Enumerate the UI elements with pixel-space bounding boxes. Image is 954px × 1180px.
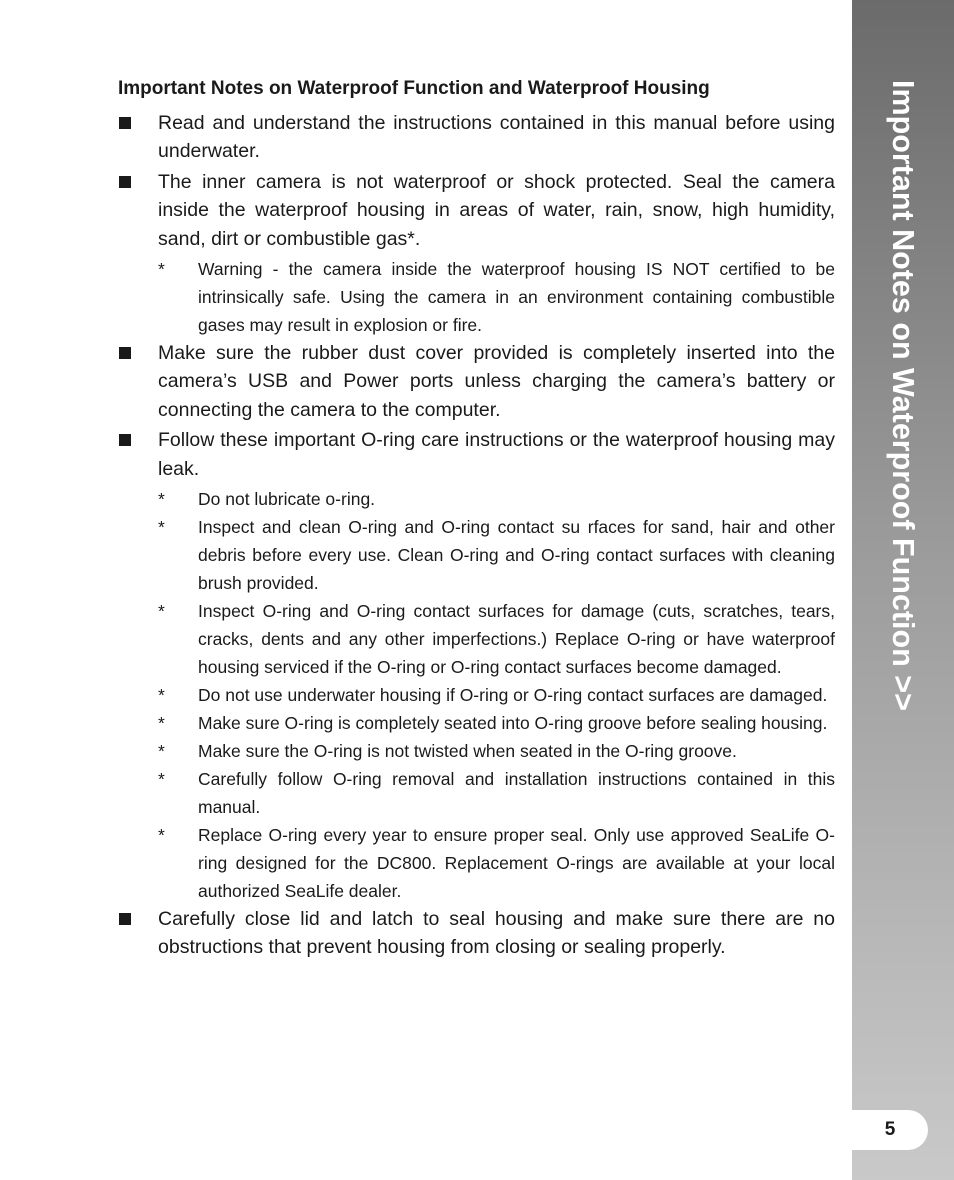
asterisk-marker: * [158,825,165,846]
asterisk-marker: * [158,517,165,538]
sub-note-item [118,765,835,821]
bullet-item [118,426,835,483]
asterisk-marker: * [158,259,165,280]
bullet-item [118,109,835,166]
section-heading: Important Notes on Waterproof Function and Waterproof Housing [118,78,710,99]
asterisk-marker: * [158,713,165,734]
asterisk-marker: * [158,601,165,622]
bullet-item [118,905,835,962]
square-bullet-icon [119,117,131,129]
sub-note-text: Inspect O-ring and O-ring contact surfaces for damage (cuts, scratches, tears, cracks, dents and any other imperfections.) Replace O-ring or have waterproof housing serviced if the O-ring or O-ring contact surfaces become damaged. [198,601,835,678]
square-bullet-icon [119,176,131,188]
bullet-item [118,339,835,424]
asterisk-marker: * [158,741,165,762]
chapter-sidebar [852,0,954,1180]
sub-note-text: Carefully follow O-ring removal and installation instructions contained in this manual. [198,769,835,818]
sub-note-item [118,513,835,597]
sub-note-text: Do not lubricate o-ring. [198,489,376,510]
footnote-item [118,255,835,339]
asterisk-marker: * [158,769,165,790]
bullet-text: Carefully close lid and latch to seal housing and make sure there are no obstructions that prevent housing from closing or sealing properly. [158,908,835,959]
sidebar-chapter-title: Important Notes on Waterproof Function >> [886,80,921,711]
sub-note-text: Make sure O-ring is completely seated into O-ring groove before sealing housing. [198,713,828,734]
footnote-text: Warning - the camera inside the waterproof housing IS NOT certified to be intrinsically safe. Using the camera in an environment containing combustible gases may result in explosion or fire. [198,259,835,336]
sub-note-item [118,821,835,905]
bullet-item [118,168,835,253]
sub-note-text: Replace O-ring every year to ensure proper seal. Only use approved SeaLife O-ring designed for the DC800. Replacement O-rings are available at your local authorized SeaLife dealer. [198,825,835,902]
sub-note-item [118,597,835,681]
asterisk-marker: * [158,489,165,510]
square-bullet-icon [119,913,131,925]
sub-note-text: Do not use underwater housing if O-ring or O-ring contact surfaces are damaged. [198,685,828,706]
sub-note-text: Make sure the O-ring is not twisted when seated in the O-ring groove. [198,741,737,762]
sub-note-item [118,709,835,737]
page-content [118,76,835,964]
asterisk-marker: * [158,685,165,706]
bullet-text: The inner camera is not waterproof or shock protected. Seal the camera inside the waterproof housing in areas of water, rain, snow, high humidity, sand, dirt or combustible gas*. [158,170,835,250]
bullet-text: Follow these important O-ring care instructions or the waterproof housing may leak. [158,429,835,480]
square-bullet-icon [119,347,131,359]
sub-note-text: Inspect and clean O-ring and O-ring contact su rfaces for sand, hair and other debris before every use. Clean O-ring and O-ring contact surfaces with cleaning brush provided. [198,517,835,594]
sub-note-item [118,737,835,765]
bullet-text: Read and understand the instructions contained in this manual before using underwater. [158,112,835,163]
sub-note-item [118,485,835,513]
bullet-text: Make sure the rubber dust cover provided is completely inserted into the camera’s USB and Power ports unless charging the camera’s battery or connecting the camera to the computer. [158,342,835,421]
square-bullet-icon [119,434,131,446]
page-number: 5 [852,1110,928,1150]
sub-note-item [118,681,835,709]
